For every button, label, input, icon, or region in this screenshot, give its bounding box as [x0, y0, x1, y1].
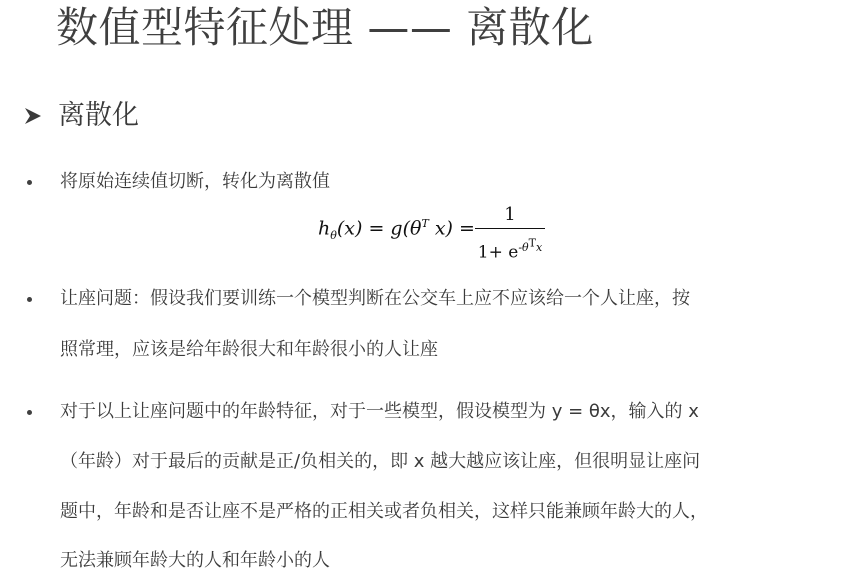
formula-middle: (x) = g(θ — [336, 217, 422, 240]
formula-numerator: 1 — [504, 204, 516, 225]
bullet1-text: 将原始连续值切断，转化为离散值 — [60, 171, 330, 192]
bullet-dot — [27, 180, 32, 185]
denominator-exp: -θ — [518, 240, 529, 254]
section-heading — [22, 96, 139, 136]
bullet-dot — [27, 410, 32, 415]
bullet3-line1: 对于以上让座问题中的年龄特征，对于一些模型，假设模型为 y = θx，输入的 x — [60, 401, 699, 422]
formula-transpose: T — [421, 217, 429, 230]
bullet-dot — [27, 297, 32, 302]
formula-denominator — [475, 231, 545, 264]
formula-h: h — [318, 217, 331, 240]
fraction-bar — [475, 228, 545, 229]
denominator-base: 1+ e — [477, 242, 519, 263]
denominator-exp-end: x — [536, 240, 543, 254]
formula-lhs — [318, 217, 475, 242]
bullet3-line3: 题中，年龄和是否让座不是严格的正相关或者负相关，这样只能兼顾年龄大的人， — [60, 501, 708, 522]
formula-end: x) = — [428, 217, 475, 240]
bullet2-line2: 照常理，应该是给年龄很大和年龄很小的人让座 — [60, 339, 438, 360]
bullet2-line1: 让座问题：假设我们要训练一个模型判断在公交车上应不应该给一个人让座，按 — [60, 288, 690, 309]
section-label: 离散化 — [58, 100, 139, 131]
denominator-exp-sup: T — [528, 236, 536, 249]
bullet3-line2: （年龄）对于最后的贡献是正/负相关的，即 x 越大越应该让座，但很明显让座问 — [60, 451, 701, 472]
formula-h-sub: θ — [330, 229, 337, 243]
formula-fraction — [475, 203, 545, 264]
bullet3-line4: 无法兼顾年龄大的人和年龄小的人 — [60, 550, 330, 571]
sigmoid-formula — [318, 203, 548, 263]
arrow-right-icon — [22, 105, 44, 127]
slide-title: 数值型特征处理 —— 离散化 — [56, 3, 594, 52]
